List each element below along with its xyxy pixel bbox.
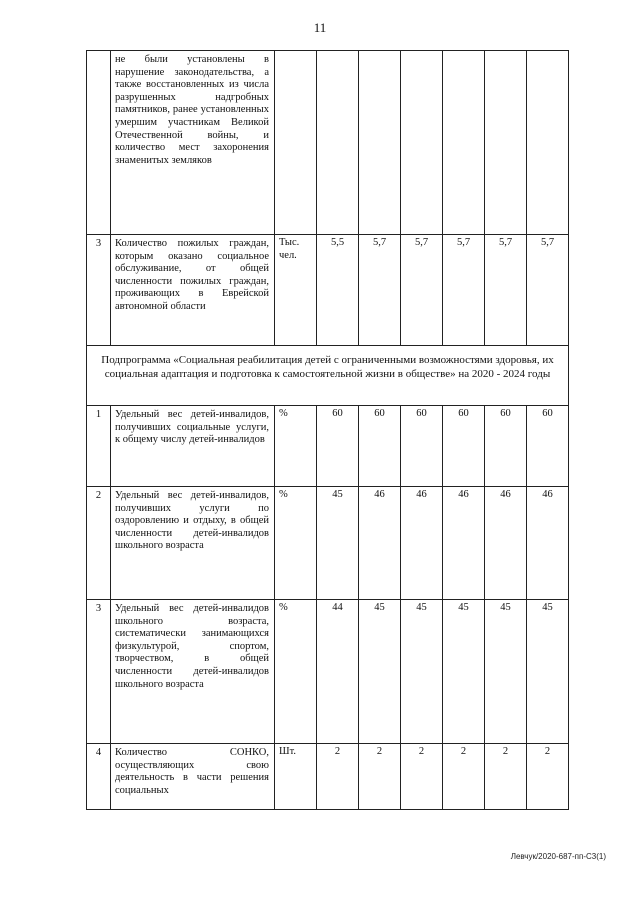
value-cell: 46	[359, 487, 401, 600]
value-cell	[317, 51, 359, 235]
value-cell: 5,7	[401, 235, 443, 346]
value-cell: 2	[527, 744, 569, 810]
value-cell: 5,7	[527, 235, 569, 346]
row-number: 4	[87, 744, 111, 810]
value-cell: 45	[359, 600, 401, 744]
table-row	[87, 235, 569, 346]
indicator-name: Удельный вес детей-инвалидов, получивших социальные услуги, к общему числу детей-инвалидов	[111, 406, 275, 487]
value-cell	[527, 51, 569, 235]
value-cell	[485, 51, 527, 235]
subprogram-title: Подпрограмма «Социальная реабилитация детей с ограниченными возможностями здоровья, их социальная адаптация и подготовка к самостоятельной жизни в обществе» на 2020 - 2024 годы	[87, 346, 569, 406]
value-cell: 5,7	[485, 235, 527, 346]
value-cell: 45	[401, 600, 443, 744]
value-cell: 2	[401, 744, 443, 810]
value-cell: 45	[527, 600, 569, 744]
value-cell: 46	[401, 487, 443, 600]
indicator-name: не были установлены в нарушение законодательства, а также восстановленных из числа разрушенных надгробных памятников, ранее установленных умершим участникам Великой Отечественной войны, и количество мест захоронения знаменитых земляков	[111, 51, 275, 235]
table-row	[87, 600, 569, 744]
value-cell: 2	[443, 744, 485, 810]
indicator-name: Удельный вес детей-инвалидов школьного возраста, систематически занимающихся физкультурой, спортом, творчеством, в общей численности детей-инвалидов школьного возраста	[111, 600, 275, 744]
value-cell: 46	[443, 487, 485, 600]
row-number: 3	[87, 600, 111, 744]
page-number: 11	[313, 20, 327, 35]
unit-cell	[275, 51, 317, 235]
value-cell: 45	[443, 600, 485, 744]
value-cell	[443, 51, 485, 235]
document-footer-code: Левчук/2020-687-пп-С3(1)	[510, 852, 606, 861]
value-cell: 60	[401, 406, 443, 487]
value-cell	[359, 51, 401, 235]
unit-cell: %	[275, 600, 317, 744]
indicator-name: Количество СОНКО, осуществляющих свою деятельность в части решения социальных	[111, 744, 275, 810]
table-row	[87, 744, 569, 810]
unit-cell: Тыс. чел.	[275, 235, 317, 346]
indicator-name: Удельный вес детей-инвалидов, получивших услуги по оздоровлению и отдыху, в общей численности детей-инвалидов школьного возраста	[111, 487, 275, 600]
value-cell: 45	[317, 487, 359, 600]
row-number: 1	[87, 406, 111, 487]
value-cell: 46	[485, 487, 527, 600]
value-cell: 5,7	[359, 235, 401, 346]
indicators-table	[86, 50, 569, 810]
value-cell	[401, 51, 443, 235]
table-row	[87, 51, 569, 235]
value-cell: 5,5	[317, 235, 359, 346]
value-cell: 44	[317, 600, 359, 744]
value-cell: 60	[359, 406, 401, 487]
value-cell: 60	[317, 406, 359, 487]
value-cell: 5,7	[443, 235, 485, 346]
row-number: 2	[87, 487, 111, 600]
unit-cell: %	[275, 406, 317, 487]
row-number: 3	[87, 235, 111, 346]
value-cell: 60	[485, 406, 527, 487]
table-row	[87, 406, 569, 487]
value-cell: 45	[485, 600, 527, 744]
value-cell: 2	[359, 744, 401, 810]
value-cell: 60	[443, 406, 485, 487]
table-row	[87, 487, 569, 600]
value-cell: 60	[527, 406, 569, 487]
row-number	[87, 51, 111, 235]
indicator-name: Количество пожилых граждан, которым оказано социальное обслуживание, от общей численности пожилых граждан, проживающих в Еврейской автономной области	[111, 235, 275, 346]
value-cell: 2	[317, 744, 359, 810]
subprogram-header-row	[87, 346, 569, 406]
value-cell: 46	[527, 487, 569, 600]
unit-cell: %	[275, 487, 317, 600]
value-cell: 2	[485, 744, 527, 810]
unit-cell: Шт.	[275, 744, 317, 810]
